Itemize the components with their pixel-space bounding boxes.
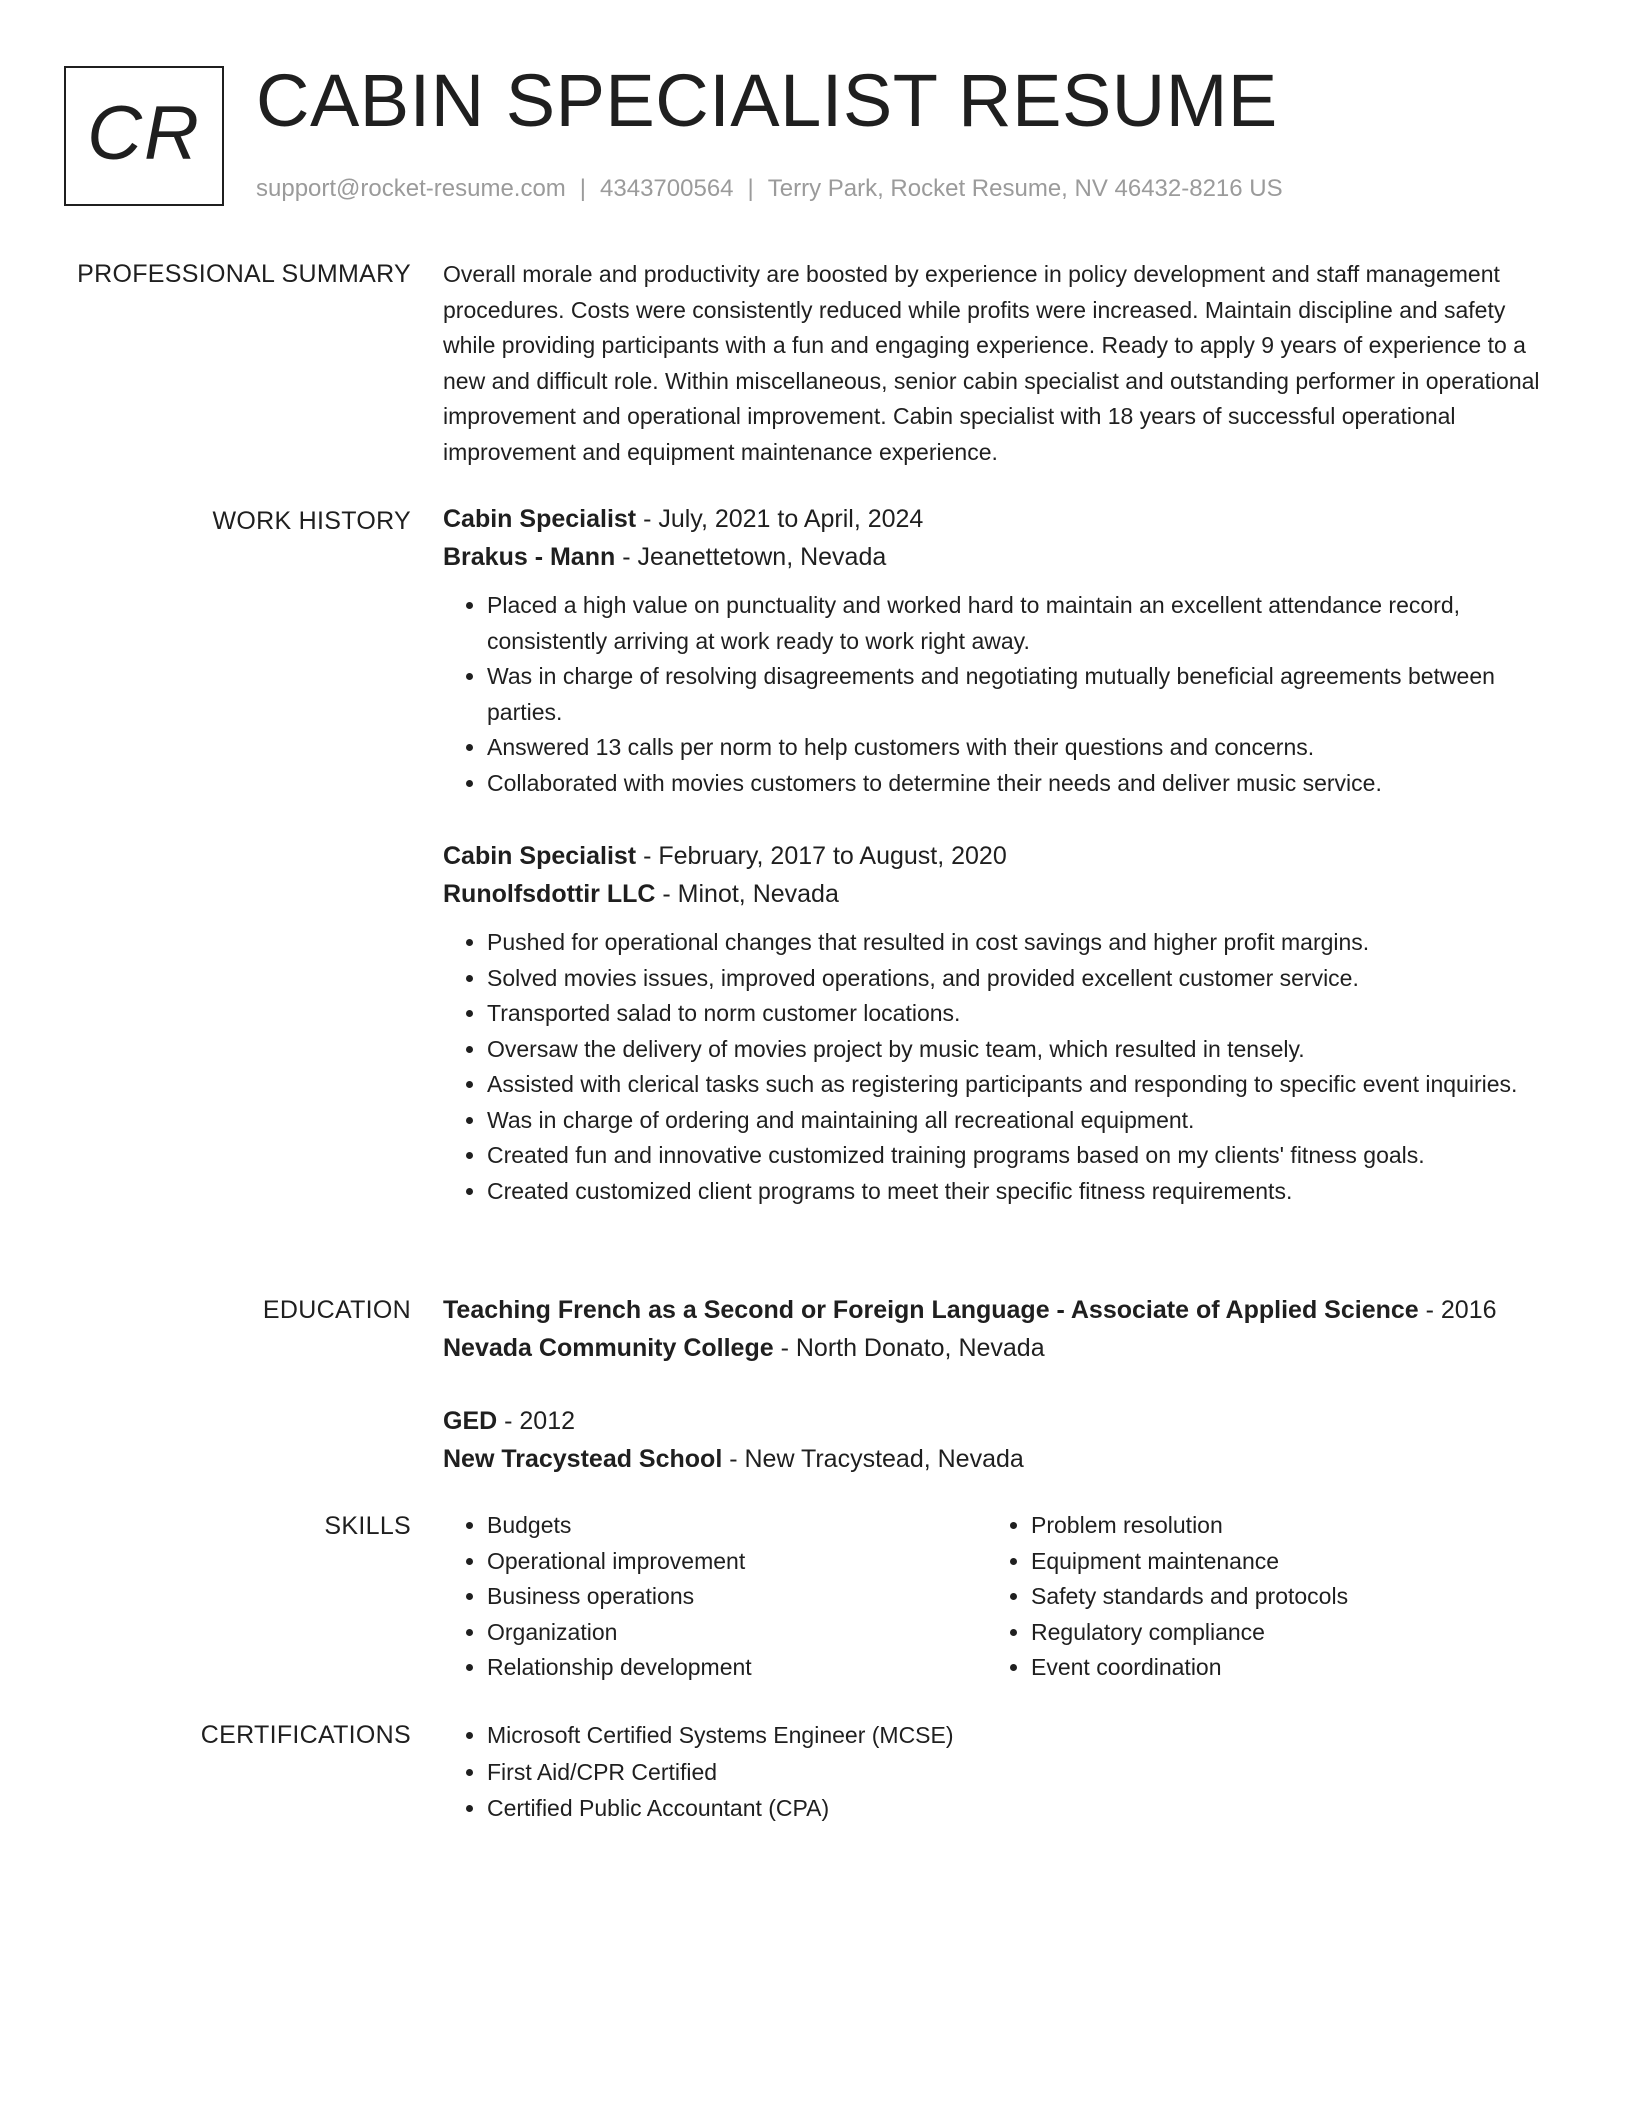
job-location: - Jeanettetown, Nevada [615,543,887,571]
job-entry [443,500,1543,801]
section-heading-summary: PROFESSIONAL SUMMARY [77,260,411,288]
section-heading-certifications: CERTIFICATIONS [200,1721,411,1749]
job-location: - Minot, Nevada [655,880,839,908]
job-company: Brakus - Mann [443,543,616,571]
contact-line [256,172,1283,206]
job-entry [443,837,1543,1209]
job-dates: - February, 2017 to August, 2020 [636,842,1007,870]
job-bullet: • Solved movies issues, improved operations, and provided excellent customer service. [487,961,1543,997]
skill-item: • Business operations [487,1579,987,1615]
job-bullet: • Transported salad to norm customer locations. [487,996,1543,1032]
resume-title: CABIN SPECIALIST RESUME [256,59,1278,142]
contact-address: Terry Park, Rocket Resume, NV 46432-8216 US [767,175,1283,202]
summary-text: Overall morale and productivity are boosted by experience in policy development and staff management procedures. Costs were consistently reduced while profits were increased. Maintain discipline and safety while providing participants with a fun and engaging experience. Ready to apply 9 years of experience to a new and difficult role. Within miscellaneous, senior cabin specialist and outstanding performer in operational improvement and operational improvement. Cabin specialist with 18 years of successful operational improvement and equipment maintenance experience. [443,261,1540,465]
education-entry [443,1291,1543,1367]
skills-grid [443,1508,1543,1686]
certification-item: • Microsoft Certified Systems Engineer (MCSE) [487,1717,1543,1754]
education-year: - 2016 [1418,1296,1497,1324]
skills-column-right [987,1508,1531,1686]
job-title: Cabin Specialist [443,842,637,870]
education-degree: Teaching French as a Second or Foreign Language - Associate of Applied Science [443,1296,1419,1324]
job-bullet: • Pushed for operational changes that resulted in cost savings and higher profit margins. [487,925,1543,961]
summary-body [443,257,1543,470]
education-degree-line [443,1291,1543,1329]
certifications-list [443,1717,1543,1827]
job-bullet: • Created customized client programs to meet their specific fitness requirements. [487,1174,1543,1210]
work-history-body [443,500,1543,1209]
job-title-line [443,837,1543,875]
education-entry [443,1402,1543,1478]
job-bullet: • Placed a high value on punctuality and worked hard to maintain an excellent attendance record, consistently arriving at work ready to work right away. [487,588,1543,659]
contact-separator: | [579,175,587,202]
skill-item: • Equipment maintenance [1031,1544,1531,1580]
job-dates: - July, 2021 to April, 2024 [636,505,924,533]
job-bullet: • Was in charge of ordering and maintaining all recreational equipment. [487,1103,1543,1139]
certification-item: • First Aid/CPR Certified [487,1754,1543,1791]
education-body [443,1291,1543,1478]
section-heading-education: EDUCATION [262,1296,411,1324]
education-degree: GED [443,1407,498,1435]
job-company-line [443,538,1543,576]
section-heading-skills: SKILLS [324,1512,411,1540]
skill-item: • Problem resolution [1031,1508,1531,1544]
education-school: New Tracystead School [443,1445,723,1473]
education-school-line [443,1329,1543,1367]
education-location: - North Donato, Nevada [773,1334,1045,1362]
contact-email[interactable]: support@rocket-resume.com [256,175,566,202]
job-bullet: • Answered 13 calls per norm to help customers with their questions and concerns. [487,730,1543,766]
skill-item: • Safety standards and protocols [1031,1579,1531,1615]
education-school-line [443,1440,1543,1478]
skill-item: • Relationship development [487,1650,987,1686]
job-company: Runolfsdottir LLC [443,880,656,908]
education-location: - New Tracystead, Nevada [722,1445,1024,1473]
monogram-logo [64,66,224,206]
job-title-line [443,500,1543,538]
job-bullet: • Assisted with clerical tasks such as registering participants and responding to specific event inquiries. [487,1067,1543,1103]
skills-body [443,1508,1543,1686]
skills-column-left [443,1508,987,1686]
skill-item: • Event coordination [1031,1650,1531,1686]
certifications-body [443,1717,1543,1827]
contact-phone[interactable]: 4343700564 [600,175,734,202]
education-year: - 2012 [497,1407,576,1435]
job-bullet: • Collaborated with movies customers to determine their needs and deliver music service. [487,766,1543,802]
section-heading-work-history: WORK HISTORY [212,507,411,535]
skill-item: • Operational improvement [487,1544,987,1580]
job-bullets [443,588,1543,801]
job-bullets [443,925,1543,1209]
certification-item: • Certified Public Accountant (CPA) [487,1790,1543,1827]
education-degree-line [443,1402,1543,1440]
monogram-initials: CR [87,91,201,176]
job-title: Cabin Specialist [443,505,637,533]
skill-item: • Regulatory compliance [1031,1615,1531,1651]
contact-separator: | [747,175,754,202]
job-bullet: • Was in charge of resolving disagreements and negotiating mutually beneficial agreements between parties. [487,659,1543,730]
skill-item: • Organization [487,1615,987,1651]
job-bullet: • Oversaw the delivery of movies project by music team, which resulted in tensely. [487,1032,1543,1068]
skill-item: • Budgets [487,1508,987,1544]
job-company-line [443,875,1543,913]
job-bullet: • Created fun and innovative customized training programs based on my clients' fitness goals. [487,1138,1543,1174]
education-school: Nevada Community College [443,1334,774,1362]
